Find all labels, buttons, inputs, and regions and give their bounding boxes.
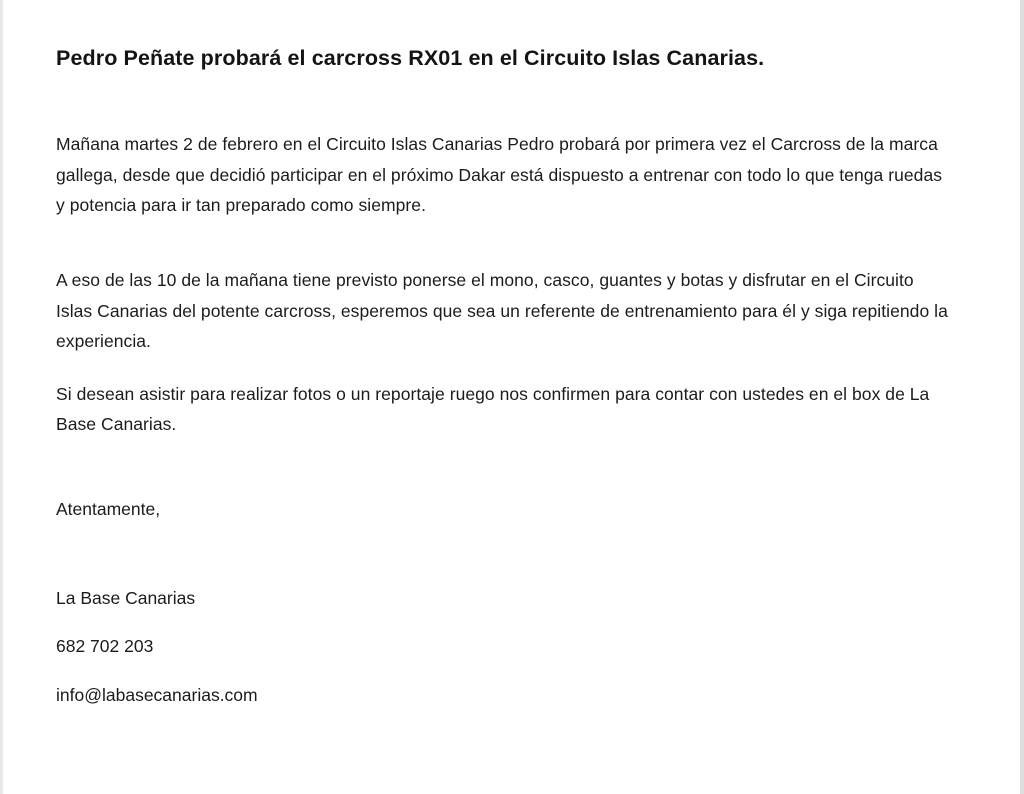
page-left-edge	[0, 0, 3, 794]
spacer-paragraph-2	[56, 357, 948, 379]
signature-organization: La Base Canarias	[56, 587, 196, 608]
paragraph-3: Si desean asistir para realizar fotos o un reportaje ruego nos confirmen para contar con ustedes en el box de La Base Canarias.	[56, 383, 930, 435]
page-right-edge	[1020, 0, 1024, 794]
spacer-paragraph-3	[56, 440, 948, 494]
document-body	[56, 44, 948, 711]
spacer-signoff	[56, 525, 948, 583]
spacer-paragraph-1	[56, 221, 948, 265]
spacer-title	[56, 73, 948, 129]
paragraph-2: A eso de las 10 de la mañana tiene previsto ponerse el mono, casco, guantes y botas y disfrutar en el Circuito Islas Canarias del potente carcross, esperemos que sea un referente de entrenamiento para él y siga repitiendo la experiencia.	[56, 269, 948, 352]
signature-email: info@labasecanarias.com	[56, 684, 258, 705]
document-title: Pedro Peñate probará el carcross RX01 en el Circuito Islas Canarias.	[56, 46, 765, 70]
paragraph-1: Mañana martes 2 de febrero en el Circuito Islas Canarias Pedro probará por primera vez el Carcross de la marca gallega, desde que decidió participar en el próximo Dakar está dispuesto a entrenar con todo lo que tenga ruedas y potencia para ir tan preparado como siempre.	[56, 134, 943, 216]
signoff-text: Atentamente,	[56, 499, 161, 520]
signature-phone: 682 702 203	[56, 636, 154, 657]
spacer-organization	[56, 613, 948, 631]
spacer-phone	[56, 662, 948, 680]
